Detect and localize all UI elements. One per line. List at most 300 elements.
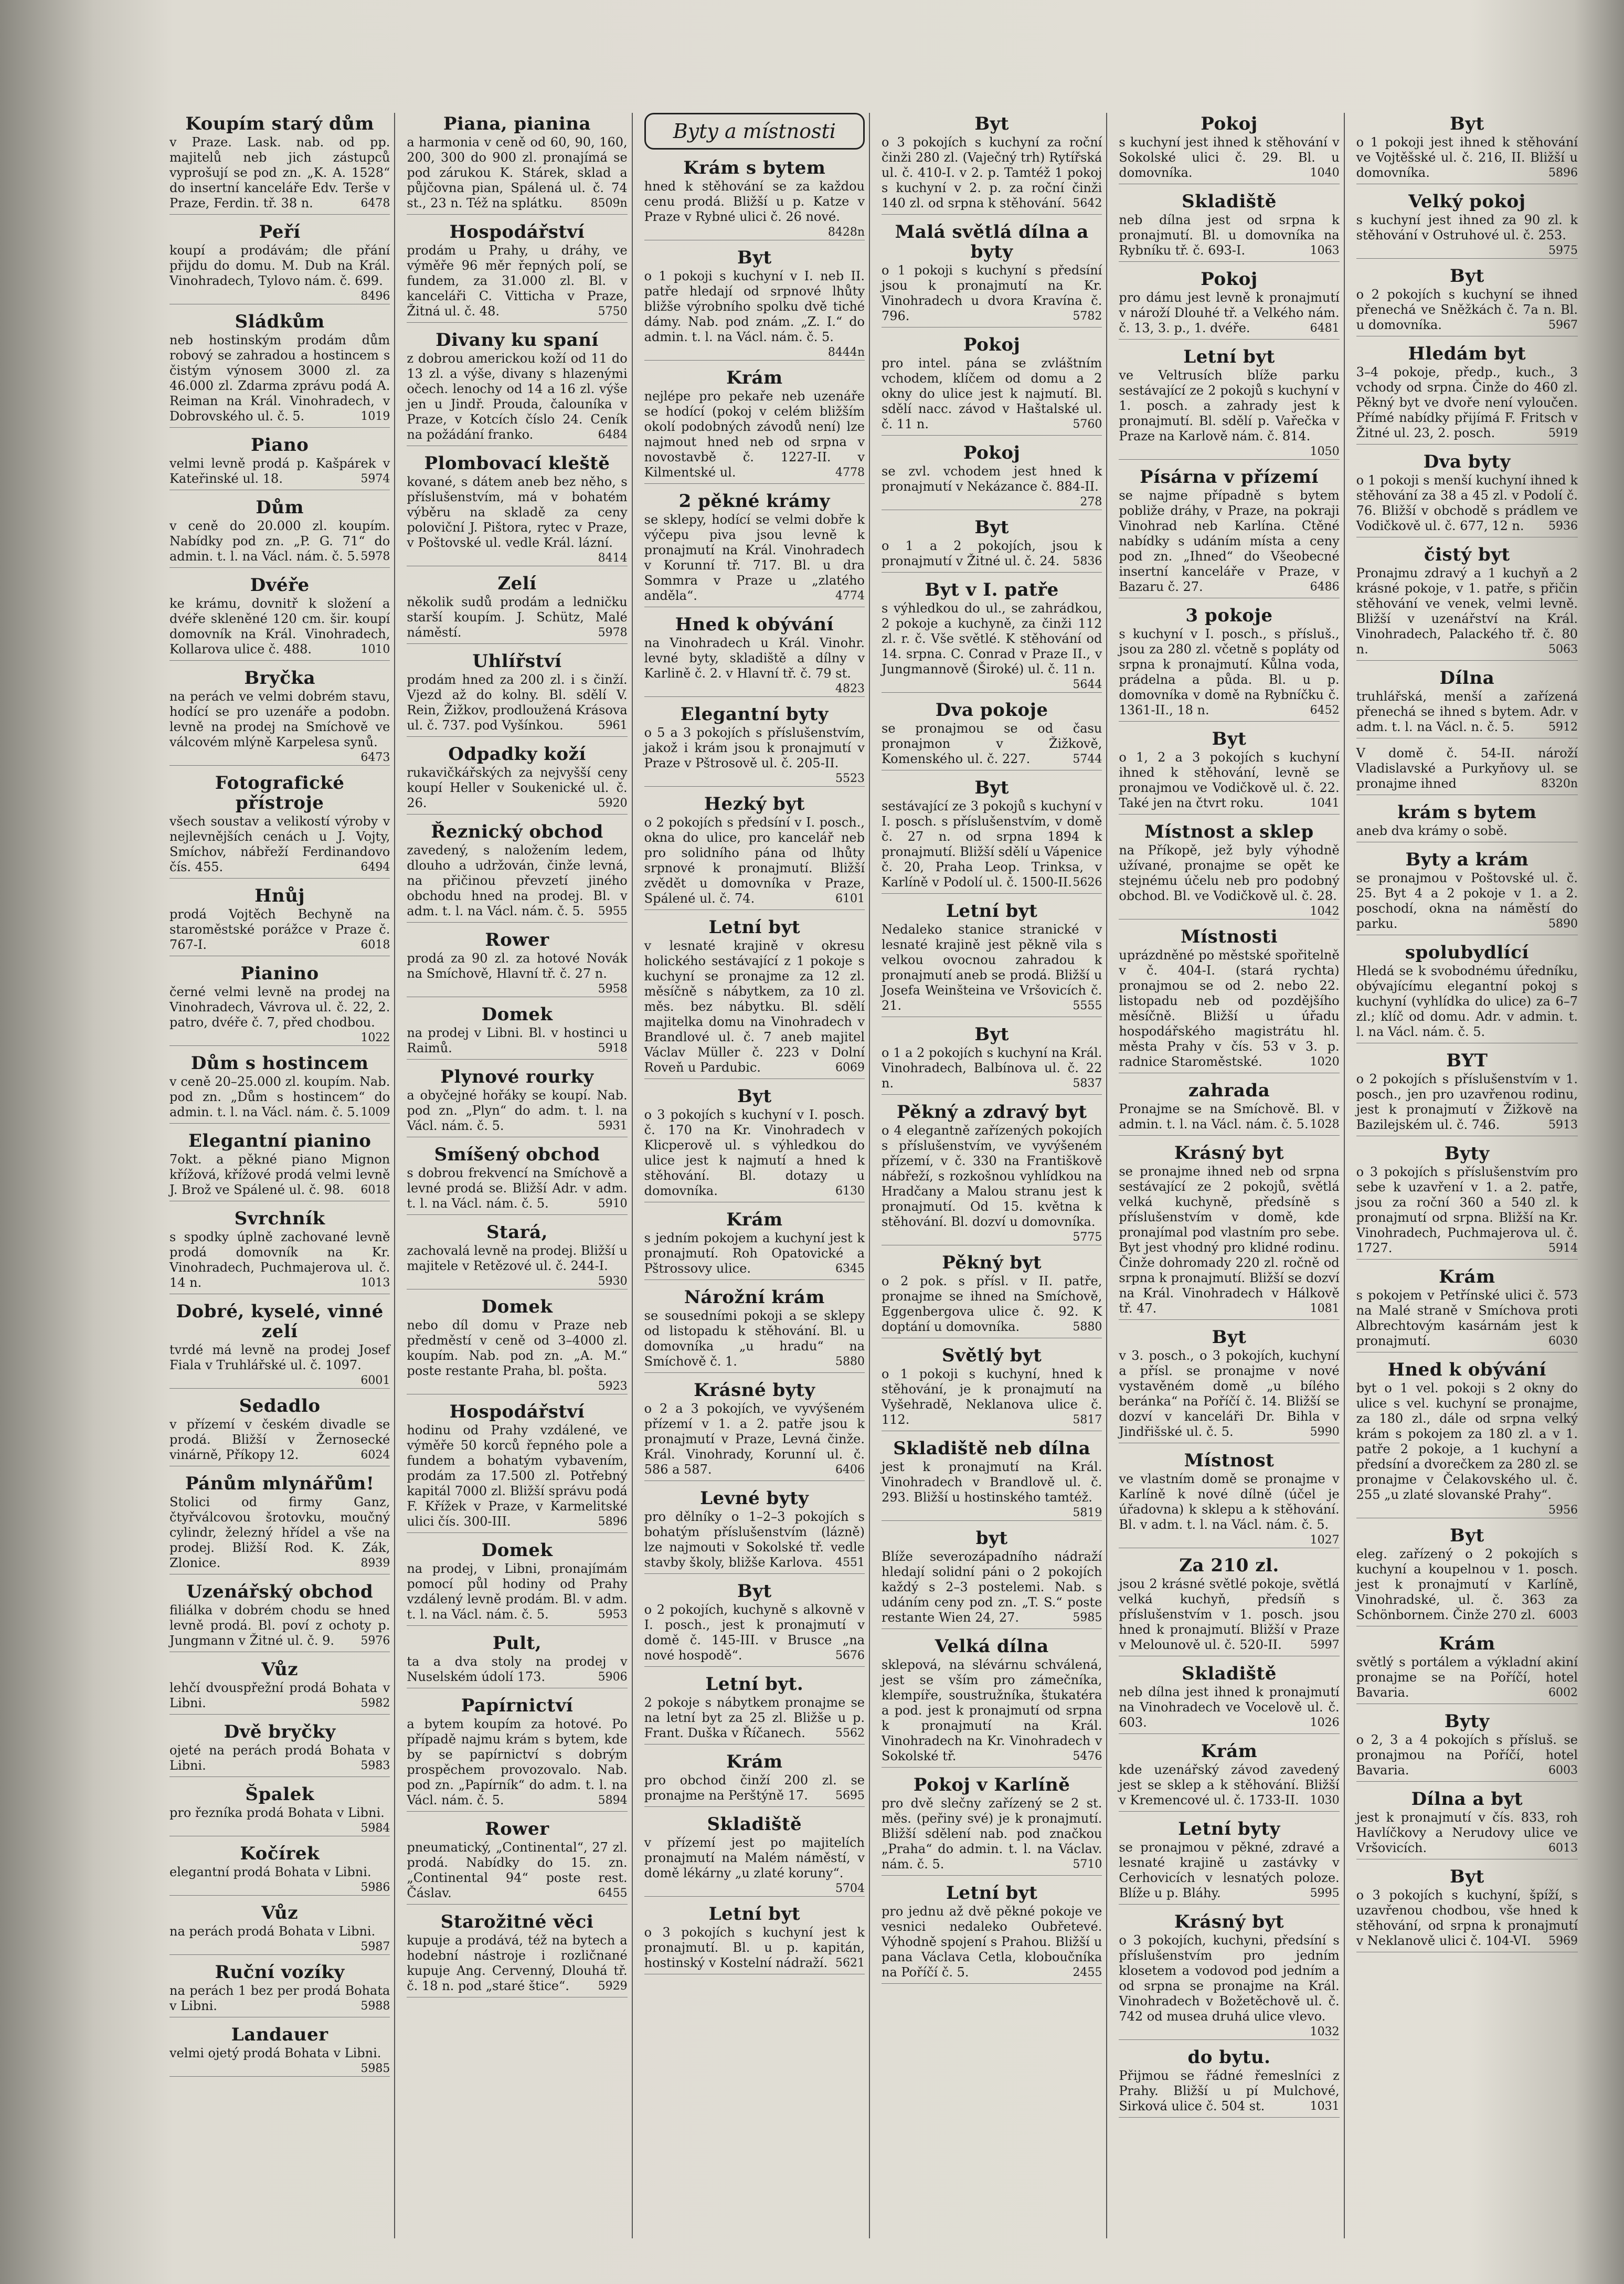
ad-text: a harmonia v ceně od 60, 90, 160, 200, 300 do 900 zl. pronajímá se pod zárukou K. Stárek, sklad a půjčovna pian, Spálená ul. č. 74 st., 23 n. Též na splátku. 8509n (407, 135, 628, 210)
ad-number: 5912 (1548, 721, 1578, 734)
ad-number: 4774 (835, 589, 865, 602)
ad-text: o 2 pokojích, kuchyně s alkovně v I. posch., jest k pronajmutí v domě č. 145-III. v Brusce „na nové hospodě“. 5676 (644, 1602, 865, 1663)
ad-title: čistý byt (1424, 544, 1510, 565)
ad-text: Přijmou se řádné řemeslníci z Prahy. Bližší u pí Mulchové, Sirková ulice č. 504 st. 1031 (1119, 2068, 1340, 2113)
ad-text: o 5 a 3 pokojích s příslušenstvím, jakož i krám jsou k pronajmutí v Praze v Pštrosově ul. č. 205-II. 5523 (644, 725, 865, 785)
ad-title: Krám (726, 367, 783, 388)
ad-title: krám s bytem (1397, 802, 1537, 823)
classified-ad (1356, 1051, 1578, 1136)
ad-text: Hledá se k svobodnému úředníku, obývajícímu elegantní pokoj s kuchyní (vyhlídka do ulice) za 6–7 zl.; klíč od domu. Adr. v admin. t. l. na Václ. nám. č. 5. (1356, 964, 1578, 1039)
ad-title: Ruční vozíky (215, 1962, 345, 1983)
ad-text: pro obchod činží 200 zl. se pronajme na Perštýně 17. 5695 (644, 1773, 865, 1803)
classified-ad (1119, 2047, 1339, 2118)
ad-number: 1042 (1310, 905, 1340, 918)
ad-number: 8320n (1541, 777, 1578, 790)
ad-title: Dílna (1439, 668, 1495, 689)
ad-text: kované, s dátem aneb bez něho, s příslušenstvím, má v bohatém výběru na skladě za ceny poloviční J. Pištora, rytec v Praze, v Poštovské ul. vedle Král. lázní. 8414 (407, 474, 628, 565)
classified-ad (882, 901, 1102, 1017)
classified-ad (169, 773, 390, 879)
ad-title: Byt (737, 1086, 772, 1107)
ad-title: Krám (1439, 1266, 1495, 1287)
ad-text: o 3 pokojích s kuchyní, špíží, s uzavřenou chodbou, vše hned k stěhování, od srpna k pronajmutí v Neklanově ulici č. 104-VI. 5969 (1356, 1888, 1578, 1948)
ad-text: a obyčejné hořáky se koupí. Nab. pod zn. „Plyn“ do adm. t. l. na Václ. nám. č. 5. 5931 (407, 1088, 628, 1133)
ad-number: 5750 (598, 305, 628, 318)
ad-title: Letní byt (946, 901, 1038, 922)
classified-ad (882, 443, 1102, 510)
ad-number: 5775 (1073, 1231, 1102, 1244)
classified-ad (644, 248, 865, 361)
ad-number: 4823 (835, 682, 865, 695)
ad-text: neb hostinským prodám dům robový se zahradou a hostincem s čistým výnosem 3000 zl. za 46.000 zl. Zdarma zprávu podá A. Reiman na Král. Vinohradech, v Dobrovského ul. č. 5. 1019 (169, 333, 390, 424)
ad-title: Stará, (486, 1222, 548, 1243)
ad-number: 6030 (1548, 1335, 1578, 1348)
ad-number: 5955 (598, 905, 628, 918)
ad-number: 8496 (360, 290, 390, 303)
classified-ad (1356, 266, 1578, 336)
ad-text: s pokojem v Petřínské ulici č. 573 na Malé straně v Smíchova proti Albrechtovým kasárnám jest k pronajmutí. 6030 (1356, 1288, 1578, 1348)
ad-text: světlý s portálem a výkladní akiní pronajme se na Poříčí, hotel Bavaria. 6002 (1356, 1655, 1578, 1700)
ad-title: Byt (1449, 1866, 1484, 1887)
classified-ad (882, 1439, 1102, 1521)
ad-text: o 2 pok. s přísl. v II. patře, pronajme se ihned na Smíchově, Eggenbergova ulice č. 92. K doptání u domovníka. 5880 (882, 1274, 1102, 1334)
ad-text: v ceně do 20.000 zl. koupím. Nabídky pod zn. „P. G. 71“ do admin. t. l. na Václ. nám. č. 5. 5978 (169, 519, 390, 564)
ad-text: na prodej v Libni. Bl. v hostinci u Raimů. 5918 (407, 1025, 628, 1055)
ad-title: Koupím starý dům (185, 113, 374, 134)
ad-title: BYT (1446, 1050, 1488, 1071)
ad-number: 6130 (835, 1185, 865, 1198)
ad-number: 5555 (1073, 999, 1102, 1012)
ad-title: Pěkný a zdravý byt (896, 1102, 1087, 1123)
ad-title: Dvě bryčky (224, 1721, 336, 1742)
ad-title: Svrchník (234, 1208, 325, 1229)
classified-ad (882, 1346, 1102, 1431)
ad-title: Divany ku spaní (436, 330, 599, 351)
ad-text: pro dělníky o 1–2–3 pokojích s bohatým příslušenstvím (lázně) lze najmouti v Sokolské tř. vedle stavby školy, bližše Karlova. 4551 (644, 1509, 865, 1570)
ad-title: Pánům mlynářům! (185, 1473, 375, 1494)
ad-title: Byt (974, 113, 1010, 134)
ad-number: 5704 (835, 1882, 865, 1895)
ad-title: Kočírek (240, 1843, 320, 1864)
ad-title: Velký pokoj (1408, 191, 1526, 212)
ad-text: zavedený, s naložením ledem, dlouho a udržován, činže levná, na přičinou převzetí jiného obchodu hned na prodej. Bl. v adm. t. l. na Václ. nám. č. 5. 5955 (407, 843, 628, 918)
ad-text: v přízemí v českém divadle se prodá. Bližší v Žernosecké vinárně, Příkopy 12. 6024 (169, 1417, 390, 1462)
classified-ad (1119, 1327, 1339, 1443)
classified-ad (169, 1962, 390, 2017)
ad-number: 6069 (835, 1061, 865, 1074)
classified-ad (882, 580, 1102, 693)
ad-text: o 2 pokojích s příslušenstvím v 1. posch., jen pro uzavřenou rodinu, jest k pronajmutí v Žižkově na Bazilejském ul. č. 746. 5913 (1356, 1072, 1578, 1132)
ad-text: černé velmi levně na prodej na Vinohradech, Vávrova ul. č. 22, 2. patro, dvéře č. 7, před chodbou. 1022 (169, 985, 390, 1044)
classified-ad (1356, 1526, 1578, 1626)
ad-text: velmi levně prodá p. Kašpárek v Kateřinské ul. 18. 5974 (169, 456, 390, 486)
ad-number: 6003 (1548, 1609, 1578, 1622)
ad-text: o 2, 3 a 4 pokojích s přísluš. se pronajmou na Poříčí, hotel Bavaria. 6003 (1356, 1732, 1578, 1778)
classified-ad (407, 330, 627, 446)
ad-text: s spodky úplně zachované levně prodá domovník na Kr. Vinohradech, Puchmajerova ul. č. 14 n. 1013 (169, 1230, 390, 1290)
ad-number: 5644 (1073, 678, 1102, 691)
ad-title: Rower (485, 1818, 549, 1839)
ad-title: Letní byt (1183, 346, 1275, 367)
ad-number: 5990 (1310, 1425, 1340, 1439)
ad-title: Byt (1212, 1327, 1247, 1348)
ad-text: prodá za 90 zl. za hotové Novák na Smíchově, Hlavní tř. č. 27 n. 5958 (407, 951, 628, 996)
ad-number: 6013 (1548, 1842, 1578, 1855)
classified-ad (1356, 1360, 1578, 1518)
ad-number: 5961 (598, 719, 628, 732)
ad-text: o 1 pokoji s kuchyní v I. neb II. patře hledají od srpnové lhůty bližše výrobního spolku dvě tiché dámy. Nab. pod znám. „Z. I.“ do admin. t. l. na Václ. nám. č. 5. 8444n (644, 269, 865, 359)
ad-title: Bryčka (244, 668, 316, 689)
ad-text: s jedním pokojem a kuchyní jest k pronajmutí. Roh Opatovické a Pštrossovy ulice. 6345 (644, 1231, 865, 1276)
ad-text: na Příkopě, jež byly výhodně užívané, pronajme se opět ke stejnému účelu neb pro podobný obchod. Bl. ve Vodičkově ul. č. 28. 1042 (1119, 843, 1340, 918)
column-3 (640, 113, 870, 2238)
ad-number: 1019 (360, 410, 390, 423)
classified-ad (407, 1912, 627, 1997)
ad-number: 5894 (598, 1794, 628, 1807)
classified-ad (1119, 1081, 1339, 1136)
ad-text: o 1 a 2 pokojích s kuchyní na Král. Vinohradech, Balbínova ul. č. 22 n. 5837 (882, 1045, 1102, 1091)
ad-number: 6452 (1310, 704, 1340, 717)
classified-ad (169, 1474, 390, 1574)
classified-ad (1356, 1634, 1578, 1704)
ad-number: 6018 (360, 938, 390, 951)
ad-title: Byt (737, 1581, 772, 1602)
ad-number: 5817 (1073, 1413, 1102, 1426)
ad-number: 5920 (598, 797, 628, 810)
ad-text: se najme případně s bytem pobliže dráhy, v Praze, na pokraji Vinohrad neb Karlína. Ctěné nabídky s udáním místa a ceny pod zn. „Ihned“ do Všeobecné insertní kanceláře v Praze, v Bazaru č. 27. 6486 (1119, 488, 1340, 594)
ad-title: Papírnictví (461, 1695, 574, 1716)
ad-text: Pronajme se na Smíchově. Bl. v admin. t. l. na Václ. nám. č. 5. 1028 (1119, 1102, 1340, 1132)
ad-text: na perách 1 bez per prodá Bohata v Libni. 5988 (169, 1983, 390, 2013)
ad-text: Pronajmu zdravý a 1 kuchyň a 2 krásné pokoje, v 1. patře, s přičin stěhování ve venek, velmi levně. Bližší v uzenářství na Král. Vinohradech, Palackého tř. č. 80 n. 5063 (1356, 566, 1578, 657)
ad-text: kupuje a prodává, též na bytech a hodební nástroje i rozličnané kupuje Ang. Cervenný, Dlouhá tř. č. 18 n. pod „staré štice“. 5929 (407, 1933, 628, 1993)
ad-text: ojeté na perách prodá Bohata v Libni. 5983 (169, 1743, 390, 1773)
ad-title: Dílna a byt (1411, 1789, 1523, 1810)
ad-title: Byt v I. patře (925, 579, 1059, 600)
ad-number: 1050 (1310, 445, 1340, 458)
classified-ad (407, 574, 627, 644)
ad-title: Piana, pianina (443, 113, 591, 134)
ad-number: 5744 (1073, 753, 1102, 766)
ad-text: ve vlastním domě se pronajme v Karlíně k nové dílně (účel je úřadovna) k sklepu a k stěhování. Bl. v adm. t. l. na Václ. nám. č. 5. 1027 (1119, 1472, 1340, 1547)
ad-number: 1020 (1310, 1055, 1340, 1069)
ad-title: Písárna v přízemí (1140, 467, 1319, 488)
ad-title: Pianino (240, 963, 319, 984)
ad-text: v Praze. Lask. nab. od pp. majitelů neb jich zástupců vyprošují se pod zn. „K. A. 1528“ do insertní kanceláře Edv. Terše v Praze, Ferdin. tř. 38 n. 6478 (169, 135, 390, 210)
ad-title: Letní byty (1178, 1818, 1280, 1839)
classified-ad (882, 778, 1102, 894)
ad-number: 1028 (1310, 1118, 1340, 1131)
classified-ad (1119, 822, 1339, 919)
ad-number: 5913 (1548, 1118, 1578, 1132)
ad-title: Hned k obývání (1387, 1359, 1546, 1380)
ad-number: 5988 (360, 2000, 390, 2013)
ad-number: 6002 (1548, 1686, 1578, 1699)
classified-ad (1356, 668, 1578, 738)
ad-text: o 3 pokojích s příslušenstvím pro sebe k uzavření v 1. a 2. patře, jsou za roční 360 a 540 zl. k pronajmutí od srpna. Bližší na Kr. Vinohradech, Puchmajerova ul. č. 1727. 5914 (1356, 1165, 1578, 1255)
ad-title: Uhlířství (472, 651, 562, 672)
classified-ad (169, 886, 390, 956)
ad-title: Fotografické přístroje (215, 773, 345, 813)
classified-ad (1119, 1819, 1339, 1905)
ad-number: 8428n (827, 226, 865, 239)
ad-text: na perách ve velmi dobrém stavu, hodící se pro uzenáře a podobn. levně na prodej na Smíchově ve válcovém mlýně Karpelesa synů. 6473 (169, 689, 390, 764)
ad-text: se sousedními pokoji a se sklepy od listopadu k stěhování. Bl. u domovníka „u hradu“ na Smíchově č. 1. 5880 (644, 1308, 865, 1369)
ad-number: 4778 (835, 466, 865, 479)
ad-title: Landauer (231, 2024, 328, 2045)
ad-title: Plombovací kleště (424, 453, 610, 474)
ad-title: Malá světlá dílna a byty (895, 221, 1089, 262)
ad-number: 6101 (835, 892, 865, 905)
classified-ad (169, 1722, 390, 1777)
classified-ad (882, 1775, 1102, 1876)
ad-title: Uzenářský obchod (186, 1581, 374, 1602)
ad-number: 6481 (1310, 322, 1340, 335)
ad-text: ta a dva stoly na prodej v Nuselském údolí 173. 5906 (407, 1654, 628, 1684)
ad-number: 5562 (835, 1727, 865, 1740)
ad-number: 6455 (598, 1887, 628, 1900)
ad-title: spolubydlící (1405, 942, 1529, 963)
ad-number: 5929 (598, 1980, 628, 1993)
ad-text: se zvl. vchodem jest hned k pronajmutí v Nekázance č. 884-II. 278 (882, 464, 1102, 509)
ad-title: Pult, (492, 1633, 542, 1654)
ad-title: Krám (726, 1209, 783, 1230)
ad-title: Hospodářství (449, 1401, 585, 1422)
classified-ad (407, 222, 627, 323)
ad-number: 5982 (360, 1697, 390, 1710)
ad-number: 5936 (1548, 520, 1578, 533)
classified-ad (169, 964, 390, 1046)
classified-ad (1119, 269, 1339, 340)
classified-ad (882, 222, 1102, 327)
ad-title: Domek (481, 1296, 553, 1317)
ad-text: se pronajmou v pěkné, zdravé a lesnaté krajině u zastávky v Cerhovicích v lesnatých poloze. Blíže u p. Bláhy. 5995 (1119, 1840, 1340, 1900)
classified-ad (169, 114, 390, 215)
classified-ad (644, 1086, 865, 1202)
ad-number: 5995 (1310, 1887, 1340, 1900)
classified-ad (882, 1636, 1102, 1768)
ad-text: ve Veltrusích blíže parku sestávající ze 2 pokojů s kuchyní v 1. posch. a zahrady jest k pronajmutí. Bl. sdělí p. Vařečka v Praze na Karlově nám. č. 814. 1050 (1119, 368, 1340, 458)
classified-ad (1356, 344, 1578, 445)
classified-ad (644, 368, 865, 484)
ad-number: 5978 (360, 550, 390, 563)
ad-title: Skladiště neb dílna (893, 1438, 1091, 1459)
classified-ad (644, 1581, 865, 1667)
ad-text: pro dámu jest levně k pronajmutí v nároží Dlouhé tř. a Velkého nám. č. 13, 3. p., 1. dvéře. 6481 (1119, 290, 1340, 335)
ad-title: Krám (1201, 1741, 1258, 1762)
ad-number: 5930 (598, 1275, 628, 1288)
classified-ad (882, 1253, 1102, 1338)
ad-title: Místnosti (1180, 926, 1278, 947)
ad-number: 5906 (598, 1670, 628, 1684)
ad-title: Vůz (261, 1902, 299, 1923)
ad-title: Dva pokoje (935, 700, 1048, 721)
ad-title: Hezký byt (704, 794, 805, 815)
ad-text: Nedaleko stanice stranické v lesnaté krajině jest pěkně vila s velkou ovocnou zahradou k pronajmutí aneb se prodá. Bližší u Josefa Weinšteina ve Vršovicích č. 21. 5555 (882, 922, 1102, 1013)
ad-title: Elegantní byty (680, 704, 829, 725)
ad-number: 5642 (1073, 197, 1102, 210)
classified-ad (1356, 850, 1578, 935)
ad-title: Smíšený obchod (434, 1144, 600, 1165)
classified-ad (1119, 1664, 1339, 1734)
ad-text: a bytem koupím za hotové. Po případě najmu krám s bytem, kde by se papírnictví s dobrým prospěchem provozovalo. Nab. pod zn. „Papírník“ do adm. t. l. na Václ. nám. č. 5. 5894 (407, 1717, 628, 1807)
ad-title: Dva byty (1423, 451, 1511, 472)
ad-title: zahrada (1188, 1080, 1270, 1101)
classified-ad (882, 1883, 1102, 1984)
ad-number: 1010 (360, 643, 390, 656)
column-6 (1352, 113, 1582, 2238)
ad-number: 5931 (598, 1119, 628, 1133)
classified-ad (407, 1819, 627, 1905)
ad-number: 5621 (835, 1957, 865, 1970)
ad-title: Pokoj (963, 442, 1021, 463)
classified-ad (169, 668, 390, 766)
ad-number: 8939 (360, 1557, 390, 1570)
classified-ad (169, 312, 390, 428)
ad-number: 1081 (1310, 1302, 1340, 1315)
classified-ad (1119, 1741, 1339, 1812)
classified-ad (644, 1210, 865, 1280)
ad-title: Elegantní pianino (188, 1130, 371, 1151)
ad-text: neb dílna jest ihned k pronajmutí na Vinohradech ve Vocelově ul. č. 603. 1026 (1119, 1685, 1340, 1730)
ad-number: 5919 (1548, 427, 1578, 440)
ad-text: pro řezníka prodá Bohata v Libni. 5984 (169, 1805, 390, 1835)
ad-title: Krásný byt (1174, 1911, 1285, 1932)
classified-ad (169, 575, 390, 661)
ad-text: truhlářská, menší a zařízená přenechá se ihned s bytem. Adr. v adm. t. l. na Václ. n. č. 5. 5912 (1356, 689, 1578, 734)
ad-text: rukavičkářských za nejvyšší ceny koupí Heller v Soukenické ul. č. 26. 5920 (407, 765, 628, 810)
ad-number: 1032 (1310, 2025, 1340, 2038)
ad-number: 5626 (1073, 876, 1102, 889)
ad-title: Sládkům (235, 311, 325, 332)
ad-title: Zelí (497, 573, 537, 594)
ad-number: 5958 (598, 982, 628, 996)
ad-text: v ceně 20–25.000 zl. koupím. Nab. pod zn. „Dům s hostincem“ do admin. t. l. na Václ. nám. č. 5. 1009 (169, 1074, 390, 1119)
ad-title: Starožitné věci (440, 1911, 594, 1932)
ad-text: eleg. zařízený o 2 pokojích s kuchyní a koupelnou v 1. posch. jest k pronajmutí v Karlíně, Vinohradské, ul. č. 363 za Schönbornem. Činže 270 zl. 6003 (1356, 1547, 1578, 1622)
ad-number: 6406 (835, 1463, 865, 1476)
ad-number: 6473 (360, 751, 390, 764)
ad-text: pro jednu až dvě pěkné pokoje ve vesnici nedaleko Oubřetevé. Výhodně spojení s Prahou. Bližší u pana Václava Cetla, kloboučníka na Poříčí č. 5. 2455 (882, 1904, 1102, 1980)
ad-number: 5676 (835, 1649, 865, 1662)
ad-title: Hned k obývání (675, 614, 834, 635)
ad-number: 4551 (835, 1556, 865, 1569)
ad-text: o 1, 2 a 3 pokojích s kuchyní ihned k stěhování, levně se pronajmou ve Vodičkově ul. č. 22. Také jen na čtvrt roku. 1041 (1119, 750, 1340, 810)
ad-number: 6018 (360, 1183, 390, 1197)
classified-ad (1119, 729, 1339, 815)
ad-text: kde uzenářský závod zavedený jest se sklep a k stěhování. Bližší v Kremencové ul. č. 1733-II. 1030 (1119, 1762, 1340, 1807)
ad-number: 5969 (1548, 1934, 1578, 1948)
classified-ad (1356, 452, 1578, 537)
ad-number: 5923 (598, 1380, 628, 1393)
ad-text: ke krámu, dovnitř k složení a dvéře skleněné 120 cm. šir. koupí domovník na Král. Vinohradech, Kollarova ulice č. 488. 1010 (169, 596, 390, 657)
ad-title: Letní byt (708, 1904, 801, 1925)
ad-number: 5523 (835, 772, 865, 785)
ad-text: Blíže severozápadního nádraží hledají solidní páni o 2 pokojích každý s 2–3 postelemi. Nab. s udáním ceny pod zn. „T. S.“ poste restante Wien 24, 27. 5985 (882, 1549, 1102, 1625)
ad-text: velmi ojetý prodá Bohata v Libni. 5985 (169, 2046, 390, 2075)
ad-number: 1030 (1310, 1794, 1340, 1807)
ad-title: Byt (1449, 113, 1484, 134)
ad-title: Hnůj (254, 885, 305, 906)
ad-title: Byt (974, 517, 1010, 538)
ad-text: 2 pokoje s nábytkem pronajme se na letní byt za 25 zl. Bližše u p. Frant. Duška v Říčanech. 5562 (644, 1695, 865, 1740)
ad-title: Místnost a sklep (1144, 821, 1314, 842)
classified-ad (1356, 943, 1578, 1043)
ad-text: se pronajme ihned neb od srpna sestávající ze 2 pokojů, světlá velká kuchyně, předsíně s příslušenstvím v domě, kde pronajímal pod vlastním pro sebe. Byt jest vhodný pro klidné rodinu. Činže dohromady 220 zl. ročně od srpna k pronajmutí. Bližší se dozví na Král. Vinohradech v Hálkově tř. 47. 1081 (1119, 1164, 1340, 1316)
ad-title: Domek (481, 1004, 553, 1025)
ad-number: 5476 (1073, 1750, 1102, 1763)
classified-ad (1356, 545, 1578, 661)
ad-text: v lesnaté krajině v okresu holického sestávající z 1 pokoje s kuchyní se pronajme za 12 zl. měsíčně s nábytkem, za 10 zl. měs. bez nábytku. Bl. sdělí majitelka domu na Vinohradech v Brandlové ul. č. 7 aneb majitel Václav Müller č. 223 v Dolní Roveň u Pardubic. 6069 (644, 938, 865, 1075)
ad-text: o 2 a 3 pokojích, ve vyvýšeném přízemí v 1. a 2. patře jsou k pronajmutí v Praze, Levná činže. Král. Vinohrady, Korunní ul. č. 586 a 587. 6406 (644, 1401, 865, 1477)
classified-ad (644, 158, 865, 240)
classified-ad (407, 114, 627, 215)
classified-ad (1119, 347, 1339, 460)
classified-ad (1119, 927, 1339, 1073)
ad-title: Skladiště (1182, 1663, 1277, 1684)
ad-text: hodinu od Prahy vzdálené, ve výměře 50 korců řepného pole a fundem a bohatým vybavením, prodám za 17.500 zl. Potřebný kapitál 7000 zl. Bližší správu podá F. Křížek v Praze, v Karmelitské ulici čís. 300-III. 5896 (407, 1423, 628, 1529)
classified-ad (407, 930, 627, 997)
ad-number: 5984 (360, 1822, 390, 1835)
classified-ad (169, 1053, 390, 1124)
ad-text: o 3 pokojích s kuchyní jest k pronajmutí. Bl. u p. kapitán, hostinský v Kostelní nádraží. 5621 (644, 1925, 865, 1970)
ad-text: v přízemí jest po majitelích pronajmutí na Malém náměstí, v domě lékárny „u zlaté koruny“. 5704 (644, 1835, 865, 1895)
ad-number: 1063 (1310, 244, 1340, 257)
ad-title: Pěkný byt (942, 1252, 1042, 1273)
ad-number: 8509n (590, 197, 628, 210)
ad-title: Vůz (261, 1659, 299, 1680)
ad-title: Hledám byt (1408, 343, 1526, 364)
ad-title: Krám (1439, 1633, 1495, 1654)
column-1 (165, 113, 395, 2238)
classified-ad (407, 651, 627, 737)
section-header: Byty a místnosti (644, 113, 865, 150)
ad-title: Krásný byt (1174, 1143, 1285, 1164)
classified-ad (1356, 1867, 1578, 1952)
ad-number: 5953 (598, 1608, 628, 1621)
ad-title: Skladiště (1182, 191, 1277, 212)
ad-text: byt o 1 vel. pokoji s 2 okny do ulice s vel. kuchyní se pronajme, za 180 zl., dále od srpna velký krám s pokojem za 180 zl. a v 1. patře 2 pokoje, a 1 kuchyní a předsíní a dvorečkem za 280 zl. se pronajme v Čelakovského ul. č. 255 „u zlaté slovanské Prahy“. 5956 (1356, 1381, 1578, 1517)
classified-ad (169, 1209, 390, 1294)
ad-title: Byt (974, 777, 1010, 798)
ad-text: V domě č. 54-II. nároží Vladislavské a Purkyňovy ul. se pronajme ihned 8320n (1356, 746, 1578, 791)
ad-number: 5710 (1073, 1858, 1102, 1871)
ad-title: Pokoj v Karlíně (913, 1774, 1070, 1795)
ad-number: 1027 (1310, 1534, 1340, 1547)
ad-title: Byt (1212, 728, 1247, 749)
ad-text: jest k pronajmutí v čís. 833, roh Havlíčkovy a Nerudovy ulice ve Vršovicích. 6013 (1356, 1810, 1578, 1855)
ad-text: hned k stěhování se za každou cenu prodá. Bližší u p. Katze v Praze v Rybné ulici č. 26 nové. 8428n (644, 179, 865, 239)
column-4 (877, 113, 1107, 2238)
ad-text: filiálka v dobrém chodu se hned levně prodá. Bl. poví z ochoty p. Jungmann v Žitné ul. č. 9. 5976 (169, 1603, 390, 1648)
ad-number: 1040 (1310, 166, 1340, 179)
ad-title: Pokoj (963, 334, 1021, 355)
ad-number: 5880 (835, 1355, 865, 1368)
ad-number: 278 (1080, 495, 1102, 509)
ad-number: 2455 (1073, 1966, 1102, 1979)
ad-title: Dům s hostincem (190, 1053, 369, 1074)
classified-ad (882, 114, 1102, 215)
ad-text: prodám u Prahy, u dráhy, ve výměře 96 měr řepných polí, se fundem, za 31.000 zl. Bl. v kanceláři C. Vitticha v Praze, Žitná ul. č. 48. 5750 (407, 243, 628, 319)
ad-text: jest k pronajmutí na Král. Vinohradech v Brandlově ul. č. 293. Bližší u hostinského tamtéž. 5819 (882, 1460, 1102, 1519)
ad-text: o 1 pokoji jest ihned k stěhování ve Vojtěšské ul. č. 216, II. Bližší u domovníka. 5896 (1356, 135, 1578, 180)
ad-title: Piano (250, 435, 309, 456)
ad-number: 1031 (1310, 2100, 1340, 2113)
ad-number: 5986 (360, 1881, 390, 1894)
classified-ad (1356, 114, 1578, 184)
ad-text: o 1 pokoji s menší kuchyní ihned k stěhování za 38 a 45 zl. v Podolí č. 76. Bližší v obchodě s prádlem ve Vodičkově ul. č. 677, 12 n. 5936 (1356, 473, 1578, 533)
ad-number: 5914 (1548, 1242, 1578, 1255)
ad-text: na perách prodá Bohata v Libni. 5987 (169, 1924, 390, 1953)
